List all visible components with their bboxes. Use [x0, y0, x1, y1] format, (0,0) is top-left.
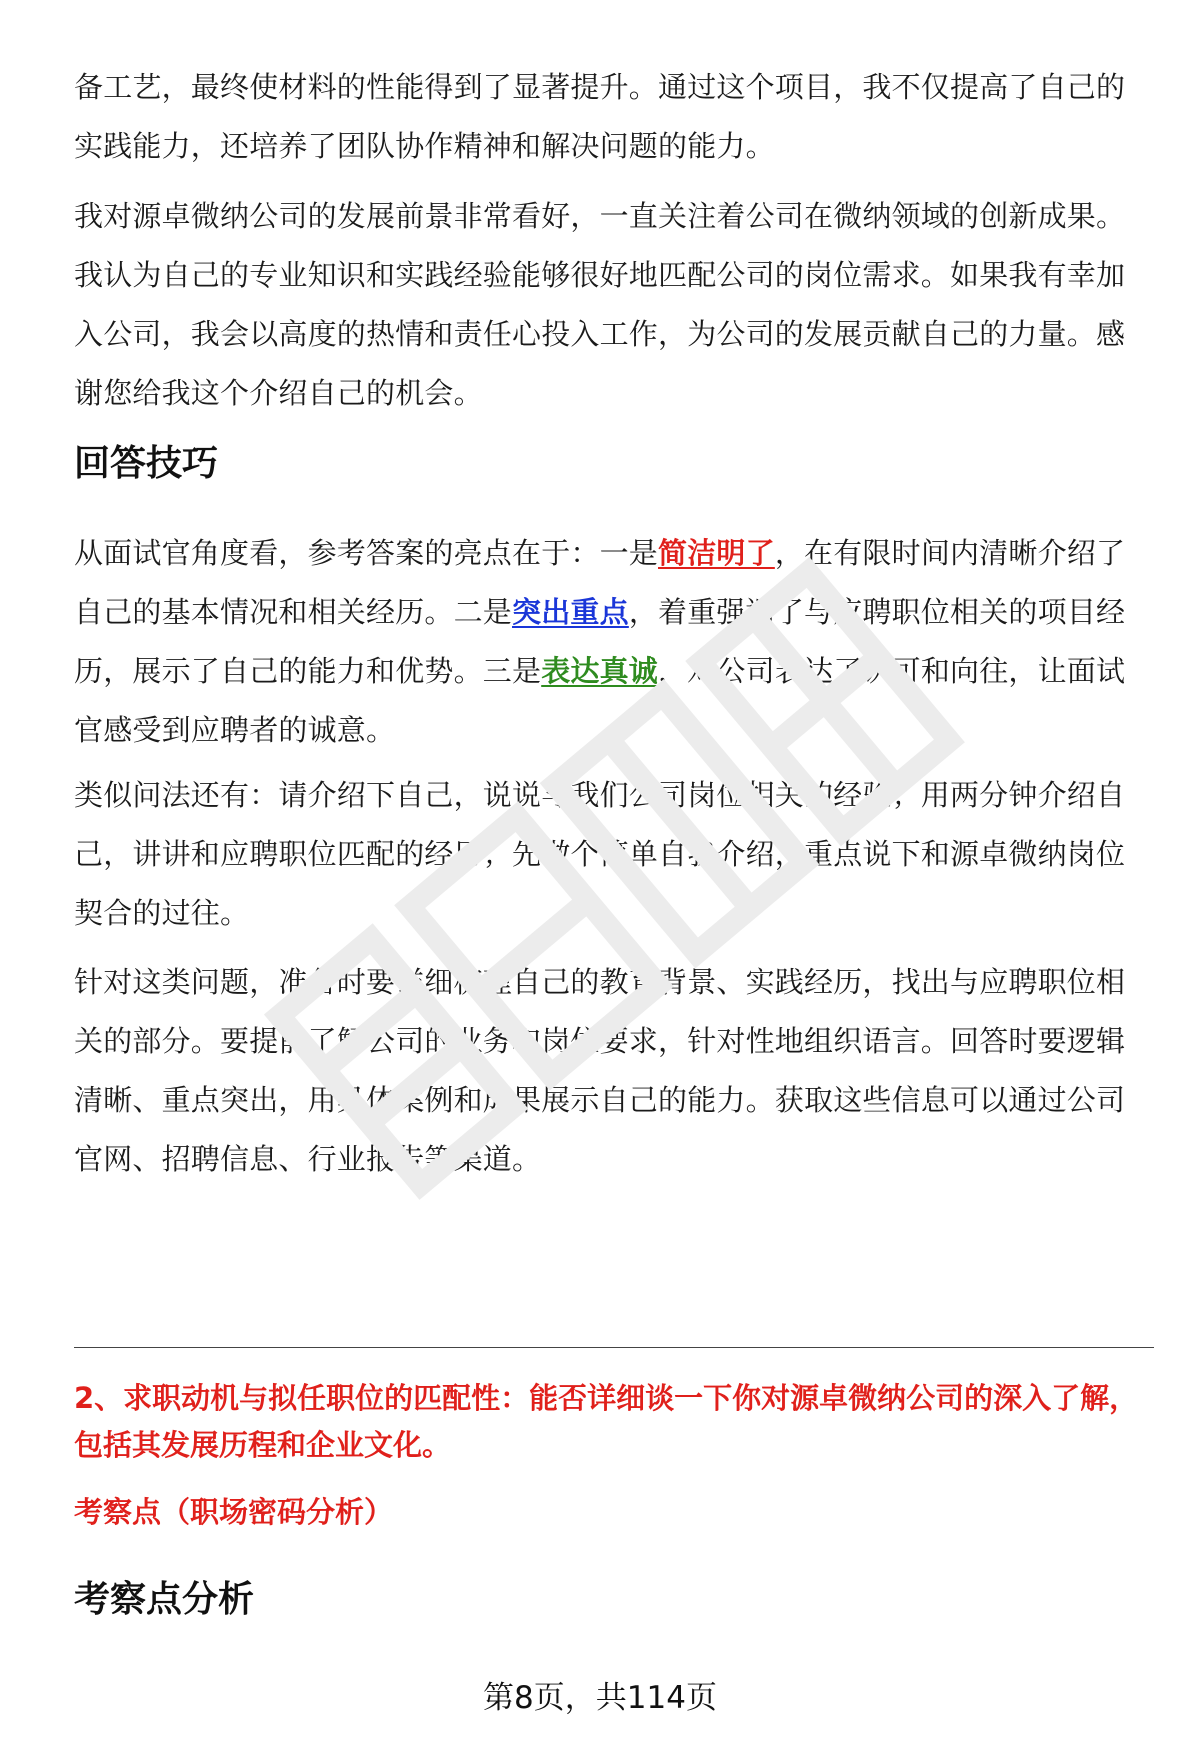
- page-number-footer: 第8页，共114页: [483, 1680, 717, 1716]
- assessment-point-label: 考察点（职场密码分析）: [74, 1495, 394, 1529]
- tips-text-1: 从面试官角度看，参考答案的亮点在于：一是: [74, 536, 659, 570]
- tips-text-3: ，着重强调了与应聘职位相关的项目经历，展示了自己的能力和优势。三是: [74, 595, 1126, 688]
- paragraph-company-outlook: 我对源卓微纳公司的发展前景非常看好，一直关注着公司在微纳领域的创新成果。我认为自己的专业知识和实践经验能够很好地匹配公司的岗位需求。如果我有幸加入公司，我会以高度的热情和责任心投入工作，为公司的发展贡献自己的力量。感谢您给我这个介绍自己的机会。: [74, 199, 1126, 410]
- paragraph-similar-questions: 类似问法还有：请介绍下自己，说说与我们公司岗位相关的经验；用两分钟介绍自己，讲讲和应聘职位匹配的经历；先做个简单自我介绍，重点说下和源卓微纳岗位契合的过往。: [74, 778, 1126, 930]
- tips-text-2: ，在有限时间内清晰介绍了自己的基本情况和相关经历。二是: [74, 536, 1126, 629]
- heading-answer-tips: 回答技巧: [74, 443, 219, 484]
- highlight-sincere: 表达真诚: [541, 654, 659, 688]
- tips-text-4: ，对公司表达了认可和向往，让面试官感受到应聘者的诚意。: [74, 654, 1126, 747]
- question-title: 2、求职动机与拟任职位的匹配性：能否详细谈一下你对源卓微纳公司的深入了解，包括其发展历程和企业文化。: [74, 1381, 1139, 1462]
- paragraph-preparation-advice: 针对这类问题，准备时要详细梳理自己的教育背景、实践经历，找出与应聘职位相关的部分。要提前了解公司的业务和岗位要求，针对性地组织语言。回答时要逻辑清晰、重点突出，用具体案例和成果展示自己的能力。获取这些信息可以通过公司官网、招聘信息、行业报告等渠道。: [74, 965, 1126, 1176]
- highlight-focus: 突出重点: [512, 595, 629, 629]
- heading-assessment-analysis: 考察点分析: [74, 1579, 255, 1620]
- paragraph-tips: [74, 524, 1150, 760]
- paragraph-project-result: 备工艺，最终使材料的性能得到了显著提升。通过这个项目，我不仅提高了自己的实践能力，还培养了团队协作精神和解决问题的能力。: [74, 70, 1126, 163]
- section-divider: [74, 1347, 1154, 1348]
- highlight-concise: 简洁明了: [658, 536, 775, 570]
- document-page: [74, 0, 1154, 1755]
